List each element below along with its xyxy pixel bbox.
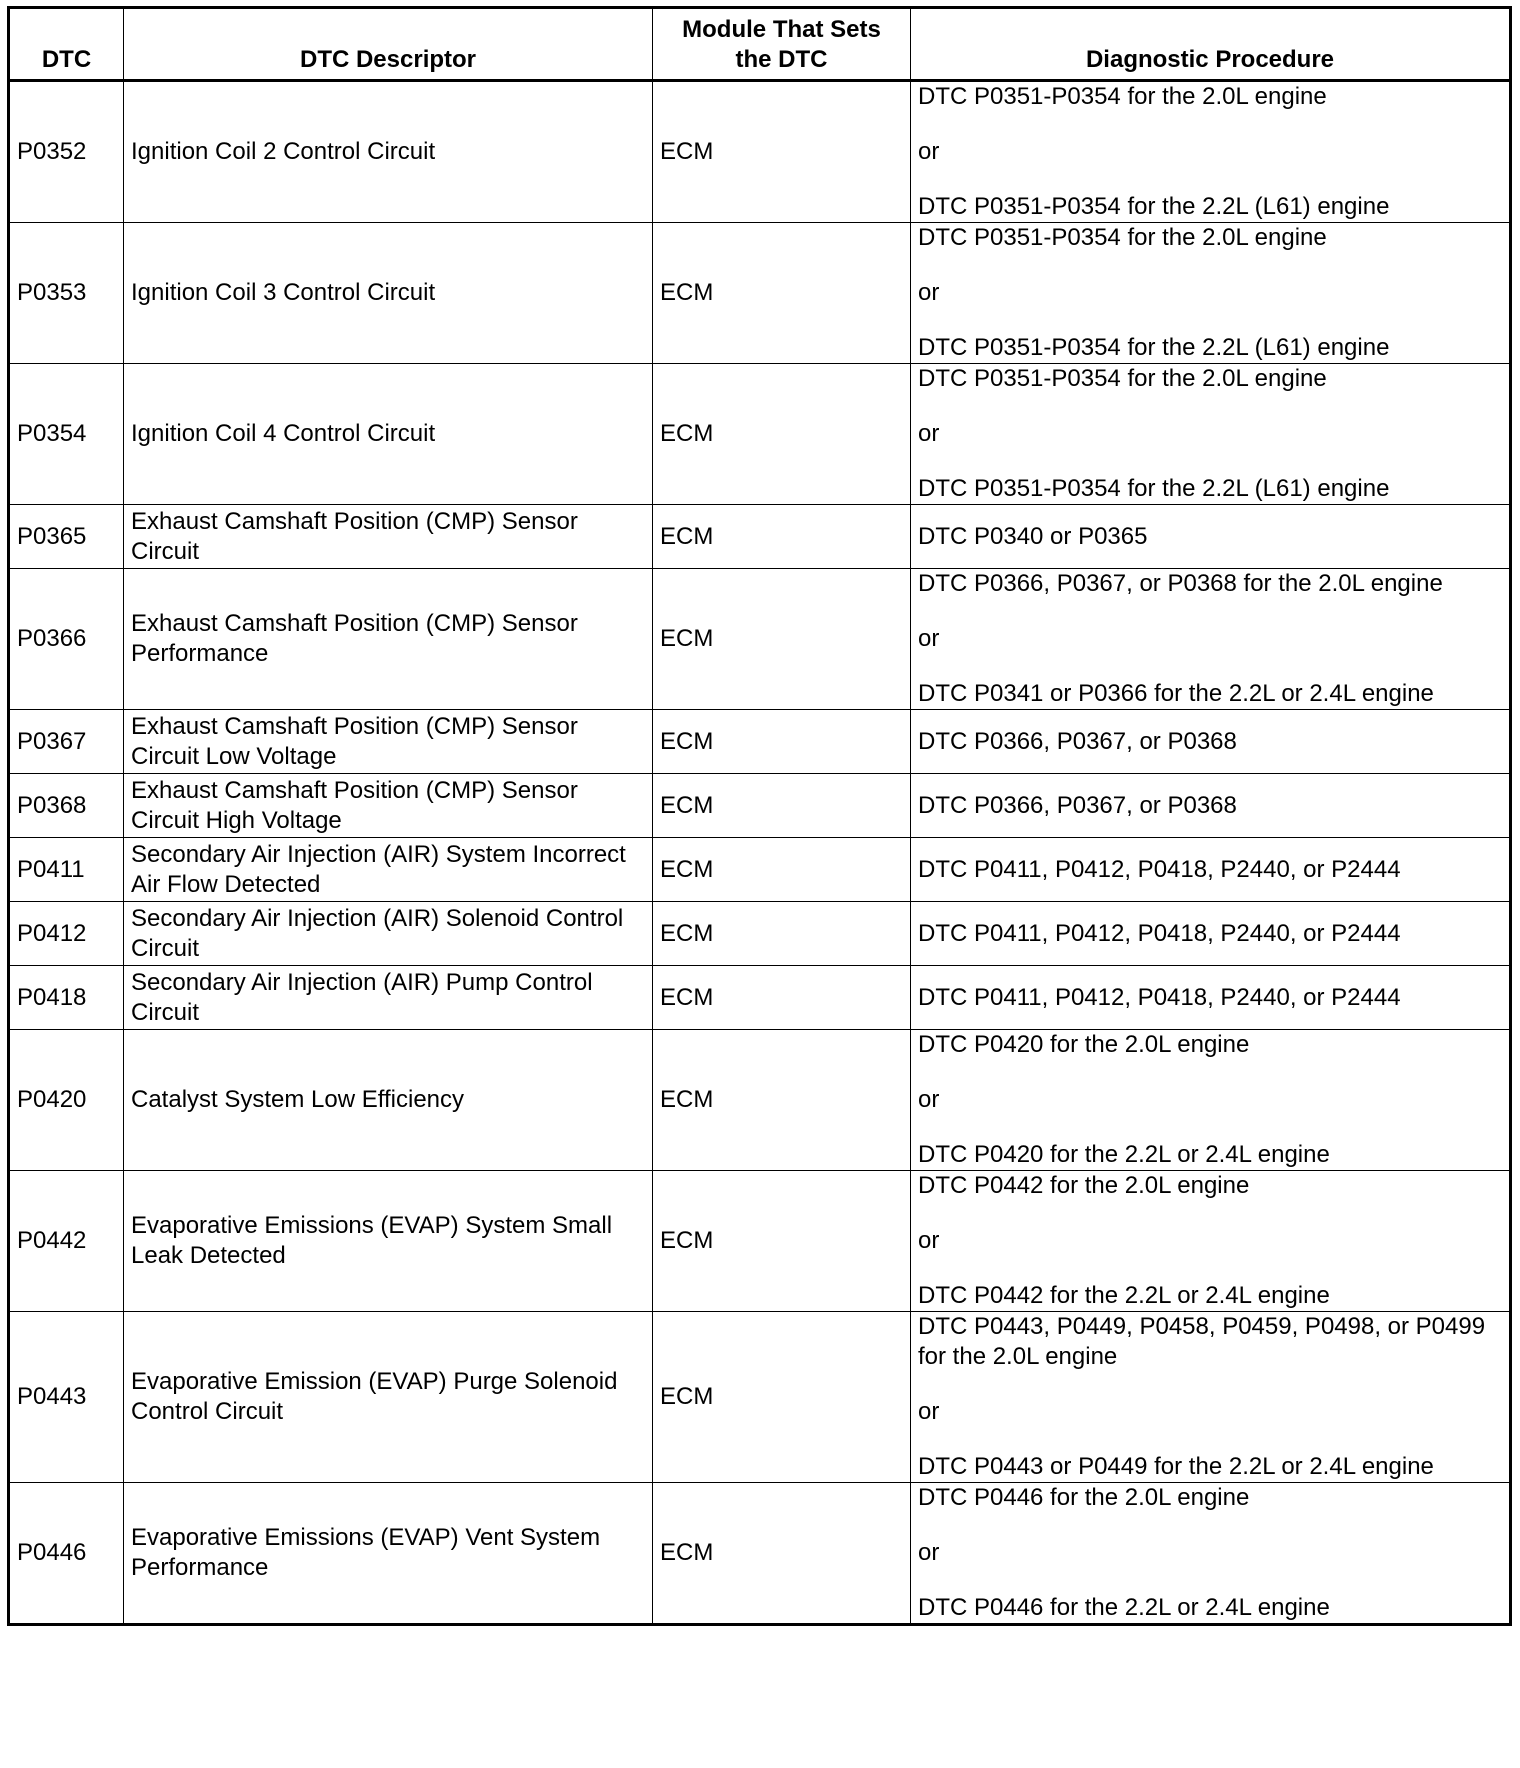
procedure-line: DTC P0446 for the 2.2L or 2.4L engine (918, 1594, 1330, 1621)
procedure-line: DTC P0411, P0412, P0418, P2440, or P2444 (918, 983, 1401, 1011)
table-row (9, 505, 1511, 569)
procedure-line: DTC P0351-P0354 for the 2.2L (L61) engine (918, 334, 1390, 361)
cell-dtc-code: P0353 (9, 223, 124, 364)
cell-descriptor: Ignition Coil 3 Control Circuit (124, 223, 653, 364)
header-row (9, 8, 1511, 81)
table-row (9, 1483, 1511, 1625)
procedure-or: or (918, 1539, 940, 1566)
cell-dtc-code: P0443 (9, 1312, 124, 1483)
cell-procedure (911, 774, 1511, 838)
cell-procedure (911, 1171, 1511, 1312)
cell-module: ECM (653, 364, 911, 505)
cell-procedure (911, 569, 1511, 710)
cell-dtc-code: P0354 (9, 364, 124, 505)
header-dtc: DTC (9, 8, 124, 81)
cell-dtc-code: P0412 (9, 902, 124, 966)
cell-module: ECM (653, 81, 911, 223)
cell-module: ECM (653, 774, 911, 838)
cell-procedure (911, 1312, 1511, 1483)
cell-module: ECM (653, 710, 911, 774)
cell-descriptor: Exhaust Camshaft Position (CMP) Sensor Circuit (124, 505, 653, 569)
cell-descriptor: Evaporative Emission (EVAP) Purge Solenoid Control Circuit (124, 1312, 653, 1483)
cell-module: ECM (653, 1483, 911, 1625)
cell-procedure (911, 1483, 1511, 1625)
cell-procedure (911, 81, 1511, 223)
procedure-line: DTC P0351-P0354 for the 2.0L engine (918, 83, 1327, 110)
cell-dtc-code: P0365 (9, 505, 124, 569)
header-module (653, 8, 911, 81)
cell-procedure (911, 1030, 1511, 1171)
procedure-line: DTC P0411, P0412, P0418, P2440, or P2444 (918, 919, 1401, 947)
procedure-or: or (918, 625, 940, 652)
procedure-line: DTC P0366, P0367, or P0368 for the 2.0L engine (918, 570, 1443, 597)
procedure-or: or (918, 1398, 940, 1425)
cell-module: ECM (653, 838, 911, 902)
table-row (9, 902, 1511, 966)
cell-procedure (911, 364, 1511, 505)
procedure-line: DTC P0341 or P0366 for the 2.2L or 2.4L engine (918, 680, 1434, 707)
procedure-or: or (918, 1086, 940, 1113)
cell-module: ECM (653, 902, 911, 966)
table-header (9, 8, 1511, 81)
procedure-line: DTC P0351-P0354 for the 2.2L (L61) engine (918, 193, 1390, 220)
table-row (9, 838, 1511, 902)
cell-dtc-code: P0411 (9, 838, 124, 902)
table-row (9, 1312, 1511, 1483)
procedure-or: or (918, 1227, 940, 1254)
cell-module: ECM (653, 966, 911, 1030)
table-row (9, 710, 1511, 774)
cell-procedure (911, 223, 1511, 364)
cell-module: ECM (653, 505, 911, 569)
procedure-line: DTC P0443 or P0449 for the 2.2L or 2.4L engine (918, 1453, 1434, 1480)
cell-descriptor: Secondary Air Injection (AIR) System Incorrect Air Flow Detected (124, 838, 653, 902)
procedure-line: DTC P0411, P0412, P0418, P2440, or P2444 (918, 855, 1401, 883)
procedure-or: or (918, 279, 940, 306)
header-descriptor: DTC Descriptor (124, 8, 653, 81)
table-row (9, 223, 1511, 364)
cell-dtc-code: P0368 (9, 774, 124, 838)
table-row (9, 774, 1511, 838)
header-module-line2: the DTC (735, 46, 828, 73)
cell-module: ECM (653, 1312, 911, 1483)
cell-procedure (911, 505, 1511, 569)
cell-dtc-code: P0367 (9, 710, 124, 774)
cell-descriptor: Exhaust Camshaft Position (CMP) Sensor Circuit High Voltage (124, 774, 653, 838)
table-row (9, 364, 1511, 505)
procedure-line: DTC P0446 for the 2.0L engine (918, 1484, 1250, 1511)
table-row (9, 81, 1511, 223)
procedure-line: DTC P0443, P0449, P0458, P0459, P0498, or P0499 for the 2.0L engine (918, 1313, 1486, 1370)
cell-procedure (911, 966, 1511, 1030)
procedure-line: DTC P0351-P0354 for the 2.0L engine (918, 365, 1327, 392)
procedure-line: DTC P0340 or P0365 (918, 522, 1148, 550)
cell-dtc-code: P0420 (9, 1030, 124, 1171)
table-row (9, 569, 1511, 710)
procedure-line: DTC P0351-P0354 for the 2.0L engine (918, 224, 1327, 251)
table-row (9, 1030, 1511, 1171)
table-body (9, 81, 1511, 1625)
table-row (9, 1171, 1511, 1312)
cell-descriptor: Secondary Air Injection (AIR) Pump Control Circuit (124, 966, 653, 1030)
cell-dtc-code: P0418 (9, 966, 124, 1030)
cell-descriptor: Evaporative Emissions (EVAP) Vent System Performance (124, 1483, 653, 1625)
procedure-line: DTC P0420 for the 2.0L engine (918, 1031, 1250, 1058)
cell-dtc-code: P0442 (9, 1171, 124, 1312)
cell-descriptor: Ignition Coil 4 Control Circuit (124, 364, 653, 505)
procedure-line: DTC P0351-P0354 for the 2.2L (L61) engine (918, 475, 1390, 502)
cell-dtc-code: P0446 (9, 1483, 124, 1625)
procedure-line: DTC P0442 for the 2.2L or 2.4L engine (918, 1282, 1330, 1309)
dtc-table (7, 6, 1512, 1626)
procedure-or: or (918, 138, 940, 165)
cell-descriptor: Catalyst System Low Efficiency (124, 1030, 653, 1171)
cell-dtc-code: P0366 (9, 569, 124, 710)
cell-module: ECM (653, 1030, 911, 1171)
table-row (9, 966, 1511, 1030)
cell-dtc-code: P0352 (9, 81, 124, 223)
cell-descriptor: Evaporative Emissions (EVAP) System Small Leak Detected (124, 1171, 653, 1312)
cell-descriptor: Secondary Air Injection (AIR) Solenoid Control Circuit (124, 902, 653, 966)
header-procedure: Diagnostic Procedure (911, 8, 1511, 81)
procedure-line: DTC P0420 for the 2.2L or 2.4L engine (918, 1141, 1330, 1168)
procedure-line: DTC P0366, P0367, or P0368 (918, 791, 1237, 819)
cell-module: ECM (653, 223, 911, 364)
cell-procedure (911, 838, 1511, 902)
procedure-line: DTC P0442 for the 2.0L engine (918, 1172, 1250, 1199)
cell-module: ECM (653, 1171, 911, 1312)
cell-descriptor: Exhaust Camshaft Position (CMP) Sensor Performance (124, 569, 653, 710)
cell-descriptor: Ignition Coil 2 Control Circuit (124, 81, 653, 223)
cell-descriptor: Exhaust Camshaft Position (CMP) Sensor Circuit Low Voltage (124, 710, 653, 774)
cell-module: ECM (653, 569, 911, 710)
cell-procedure (911, 902, 1511, 966)
header-module-line1: Module That Sets (682, 16, 881, 43)
procedure-or: or (918, 420, 940, 447)
procedure-line: DTC P0366, P0367, or P0368 (918, 727, 1237, 755)
cell-procedure (911, 710, 1511, 774)
